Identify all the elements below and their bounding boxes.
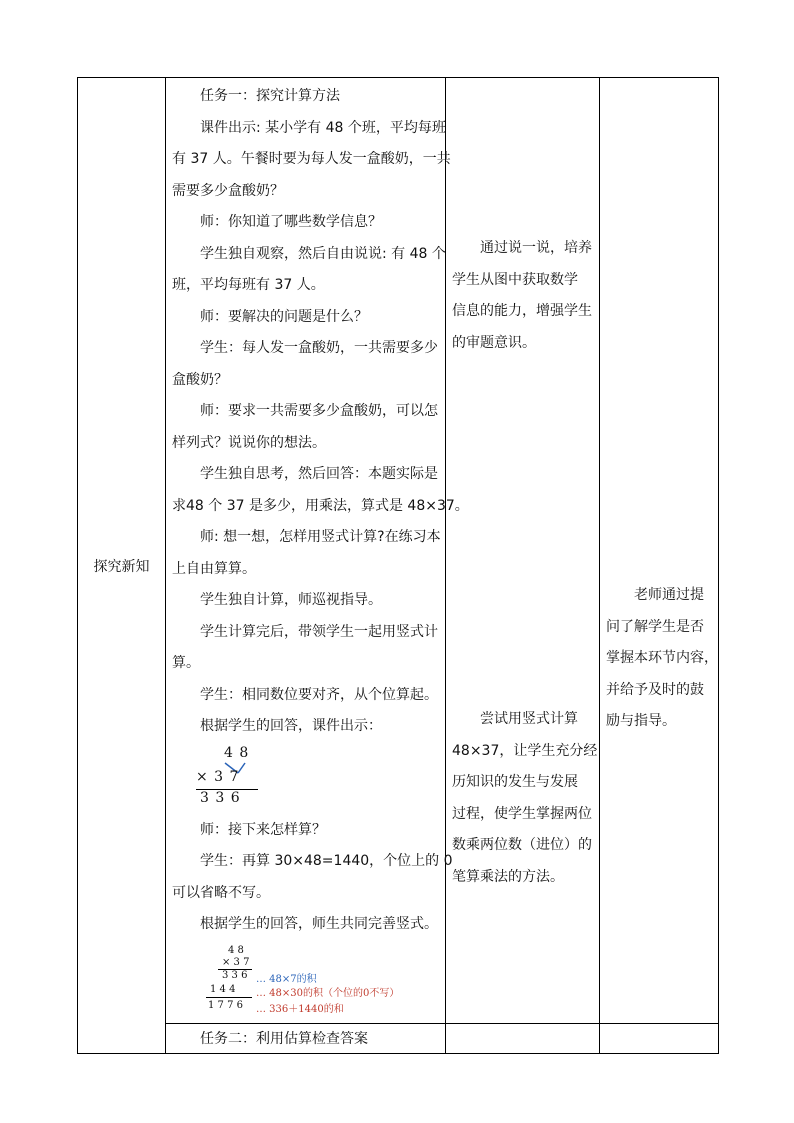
activity-line: 有 37 人。午餐时要为每人发一盒酸奶，一共	[172, 151, 451, 167]
activity-line: 盒酸奶？	[172, 371, 228, 388]
lesson-plan-table	[77, 77, 719, 1054]
intent-group-2	[446, 704, 599, 893]
multiplier: × 3 7	[222, 956, 250, 968]
intent-line: 数乘两位数（进位）的	[452, 837, 592, 853]
multiplicand: 4 8	[224, 744, 250, 761]
task-two-heading: 任务二：利用估算检查答案	[200, 1030, 368, 1047]
multiplier: × 3 7	[196, 768, 240, 785]
intent-line: 通过说一说，培养	[480, 240, 592, 256]
evaluation-line: 问了解学生是否	[606, 618, 704, 635]
final-product: 1 7 7 6	[208, 999, 243, 1011]
activity-line: 上自由算算。	[172, 560, 256, 577]
evaluation-text	[600, 580, 718, 738]
activity-line: 课件出示: 某小学有 48 个班，平均每班	[200, 119, 446, 136]
partial-product-1: 3 3 6	[222, 969, 248, 981]
vertical-multiplication-partial	[196, 745, 276, 809]
activity-line: 班，平均每班有 37 人。	[172, 277, 325, 293]
intent-line: 笔算乘法的方法。	[452, 868, 564, 885]
activity-line: 师：要求一共需要多少盒酸奶，可以怎	[200, 403, 438, 419]
intent-line: 信息的能力，增强学生	[452, 303, 592, 319]
evaluation-line: 并给予及时的鼓	[606, 681, 704, 698]
intent-line: 的审题意识。	[452, 334, 536, 351]
task-one-heading: 任务一：探究计算方法	[200, 88, 340, 104]
evaluation-line: 老师通过提	[634, 587, 704, 603]
activity-line: 学生独自思考，然后回答：本题实际是	[200, 466, 438, 482]
activity-line: 求48 个 37 是多少，用乘法，算式是 48×37。	[172, 497, 469, 514]
activity-line: 可以省略不写。	[172, 884, 270, 901]
note-partial-2: … 48×30的积（个位的0不写）	[256, 987, 400, 999]
task-two-cell	[166, 1024, 446, 1054]
intent-cell	[446, 78, 600, 1024]
activity-line: 学生：相同数位要对齐，从个位算起。	[200, 686, 438, 703]
activity-line: 学生：再算 30×48=1440，个位上的 0	[200, 853, 453, 869]
partial-product-2: 1 4 4	[210, 983, 236, 995]
activity-line: 根据学生的回答，课件出示：	[200, 718, 382, 734]
partial-product: 3 3 6	[200, 789, 241, 806]
activity-line: 学生计算完后，带领学生一起用竖式计	[200, 623, 438, 640]
calc-rule	[206, 997, 252, 998]
task-two-evaluation-cell	[600, 1024, 719, 1054]
vertical-multiplication-complete	[192, 945, 442, 1021]
intent-line: 48×37，让学生充分经	[452, 742, 598, 759]
intent-line: 尝试用竖式计算	[480, 711, 578, 727]
activity-line: 师: 想一想，怎样用竖式计算?在练习本	[200, 529, 441, 545]
activity-line: 算。	[172, 655, 200, 671]
stage-cell	[78, 78, 166, 1054]
activity-line: 需要多少盒酸奶？	[172, 182, 284, 199]
intent-group-1	[446, 233, 599, 359]
multiplicand: 4 8	[228, 944, 244, 956]
activity-line: 样列式？说说你的想法。	[172, 434, 326, 451]
main-row	[78, 78, 719, 1024]
activity-line: 根据学生的回答，师生共同完善竖式。	[200, 916, 438, 932]
activity-cell	[166, 78, 469, 1024]
intent-line: 过程，使学生掌握两位	[452, 805, 592, 822]
intent-line: 学生从图中获取数学	[452, 271, 578, 288]
activity-line: 学生独自计算，师巡视指导。	[200, 592, 382, 608]
activity-line: 师：要解决的问题是什么？	[200, 308, 368, 325]
evaluation-line: 掌握本环节内容，	[606, 650, 718, 666]
note-sum: … 336＋1440的和	[256, 1003, 344, 1015]
intent-line: 历知识的发生与发展	[452, 774, 578, 790]
task-two-intent-cell	[446, 1024, 600, 1054]
stage-label: 探究新知	[93, 558, 150, 575]
activity-line: 师：接下来怎样算？	[200, 821, 326, 838]
evaluation-cell	[600, 78, 719, 1024]
activity-line: 学生：每人发一盒酸奶，一共需要多少	[200, 340, 438, 356]
activity-line: 师：你知道了哪些数学信息？	[200, 214, 382, 230]
evaluation-line: 励与指导。	[606, 713, 676, 729]
task-two-row	[78, 1024, 719, 1054]
note-partial-1: … 48×7的积	[256, 973, 317, 985]
activity-line: 学生独自观察，然后自由说说: 有 48 个	[200, 245, 446, 262]
